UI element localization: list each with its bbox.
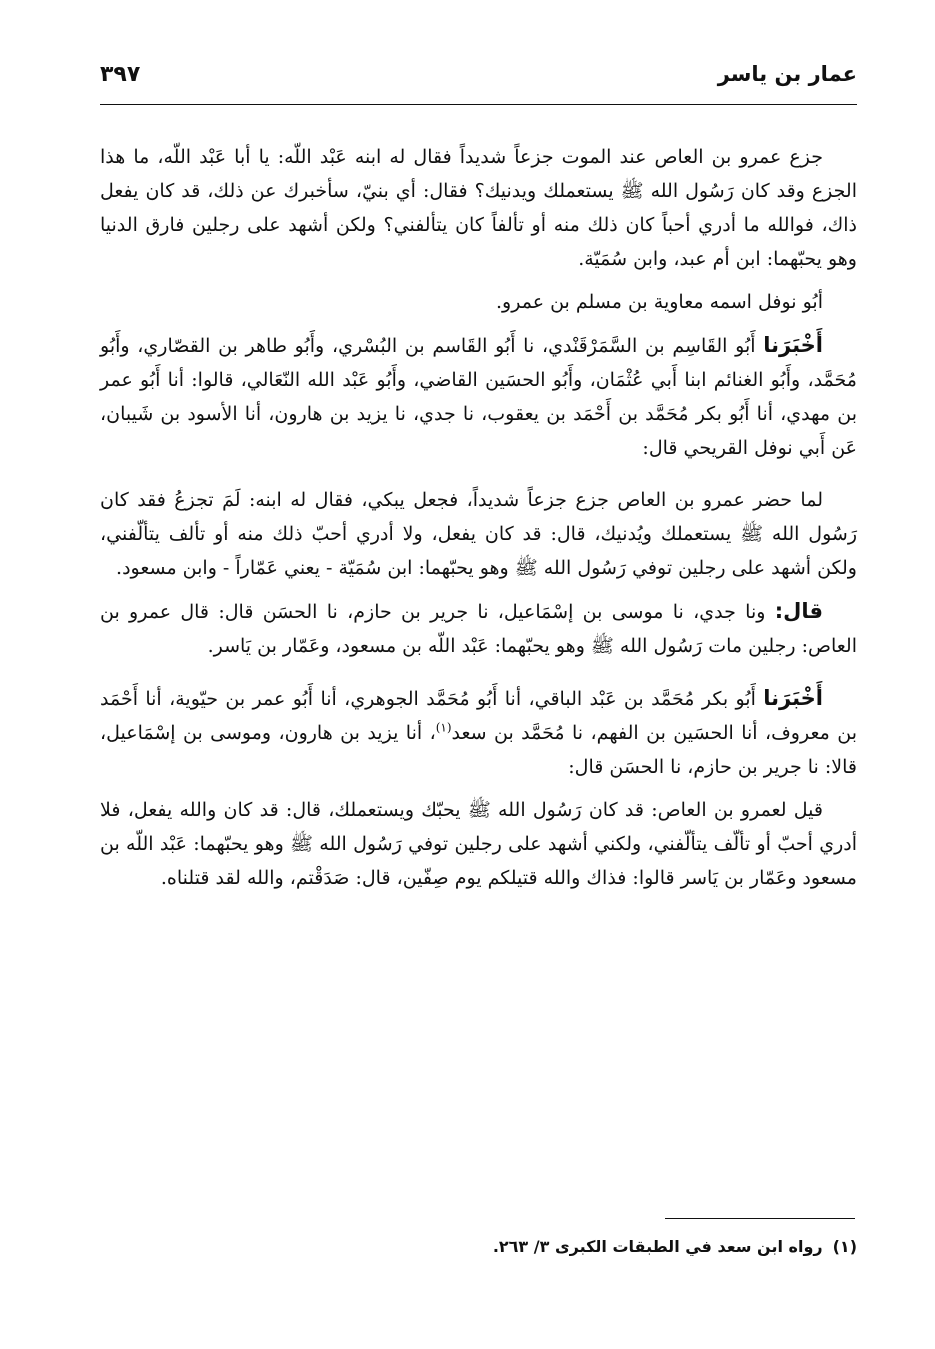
header-rule <box>100 104 857 105</box>
akhbarana-lead: أَخْبَرَنا <box>763 333 823 357</box>
paragraph-6 <box>100 681 857 784</box>
page-number: ٣٩٧ <box>100 62 141 87</box>
footnote-text: رواه ابن سعد في الطبقات الكبرى ٣/ ٢٦٣. <box>492 1237 823 1256</box>
paragraph-3 <box>100 328 857 465</box>
paragraph-3-text: أَبُو القَاسِم بن السَّمَرْقَنْدي، نا أَبُو القَاسم بن البُسْري، وأَبُو طاهر بن القصّاري، وأَبُو مُحَمَّد، وأَبُو الغنائم ابنا أَبي عُثْمَان، وأَبُو الحسَين القاضي، وأَبُو عَبْد الله النّعَالي، قالوا: أنا أَبُو عمر بن مهدي، أنا أَبُو بكر مُحَمَّد بن أَحْمَد بن يعقوب، نا جدي، نا يزيد بن هارون، أنا الأسود بن شَيبان، عَن أَبي نوفل القريحي قال: <box>100 335 857 459</box>
body-text <box>100 140 857 904</box>
akhbarana-lead: أَخْبَرَنا <box>763 686 823 710</box>
paragraph-5-text: ونا جدي، نا موسى بن إسْمَاعيل، نا جرير بن حازم، نا الحسَن قال: قال عمرو بن العاص: رجلين مات رَسُول الله ﷺ وهو يحبّهما: عَبْد اللّه بن مسعود، وعَمّار بن يَاسر. <box>100 601 857 657</box>
paragraph-6-text-a: أَبُو بكر مُحَمَّد بن عَبْد الباقي، أنا أَبُو مُحَمَّد الجوهري، أنا أَبُو عمر بن حيّوية، أنا أَحْمَد بن معروف، أنا الحسَين بن الفهم، نا مُحَمَّد بن سعد <box>100 688 857 744</box>
footnote-reference[interactable]: (١) <box>435 720 452 735</box>
page-header <box>100 62 857 102</box>
paragraph-2: أبُو نوفل اسمه معاوية بن مسلم بن عمرو. <box>496 291 823 313</box>
running-title: عمار بن ياسر <box>717 62 857 86</box>
footnote-number: (١) <box>832 1237 857 1256</box>
paragraph-7: قيل لعمرو بن العاص: قد كان رَسُول الله ﷺ يحبّك ويستعملك، قال: قد كان والله يفعل، فلا أدري أحبّ أو تألّف يتألّفني، ولكني أشهد على رجلين توفي رَسُول الله ﷺ وهو يحبّهما: عَبْد اللّه بن مسعود وعَمّار بن يَاسر قالوا: فذاك والله قتيلكم يوم صِفّين، قال: صَدَقْتم، والله لقد قتلناه. <box>100 799 857 889</box>
paragraph-4: لما حضر عمرو بن العاص جزع جزعاً شديداً، فجعل يبكي، فقال له ابنه: لَمَ تجزعُ فقد كان رَسُول الله ﷺ يستعملك ويُدنيك، قال: قد كان يفعل، ولا أدري أحبّ ذلك منه أو تألف يتألّفني، ولكن أشهد على رجلين توفي رَسُول الله ﷺ وهو يحبّهما: ابن سُمَيّة - يعني عَمّاراً - وابن مسعود. <box>100 489 857 579</box>
footnote <box>100 1234 857 1260</box>
qala-lead: قال: <box>774 599 823 623</box>
paragraph-6-text-b: ، أنا يزيد بن هارون، وموسى بن إسْمَاعيل، قالا: نا جرير بن حازم، نا الحسَن قال: <box>100 722 857 778</box>
footnote-rule <box>665 1218 855 1219</box>
paragraph-1: جزع عمرو بن العاص عند الموت جزعاً شديداً فقال له ابنه عَبْد اللّه: يا أبا عَبْد اللّه، ما هذا الجزع وقد كان رَسُول الله ﷺ يستعملك ويدنيك؟ فقال: أي بنيّ، سأخبرك عن ذلك، قد كان يفعل ذاك، فوالله ما أدري أحباً كان ذلك منه أو تألفاً كان يتألفني؟ ولكن أشهد على رجلين فارق الدنيا وهو يحبّهما: ابن أم عبد، وابن سُمَيّة. <box>100 146 857 270</box>
paragraph-5 <box>100 594 857 663</box>
